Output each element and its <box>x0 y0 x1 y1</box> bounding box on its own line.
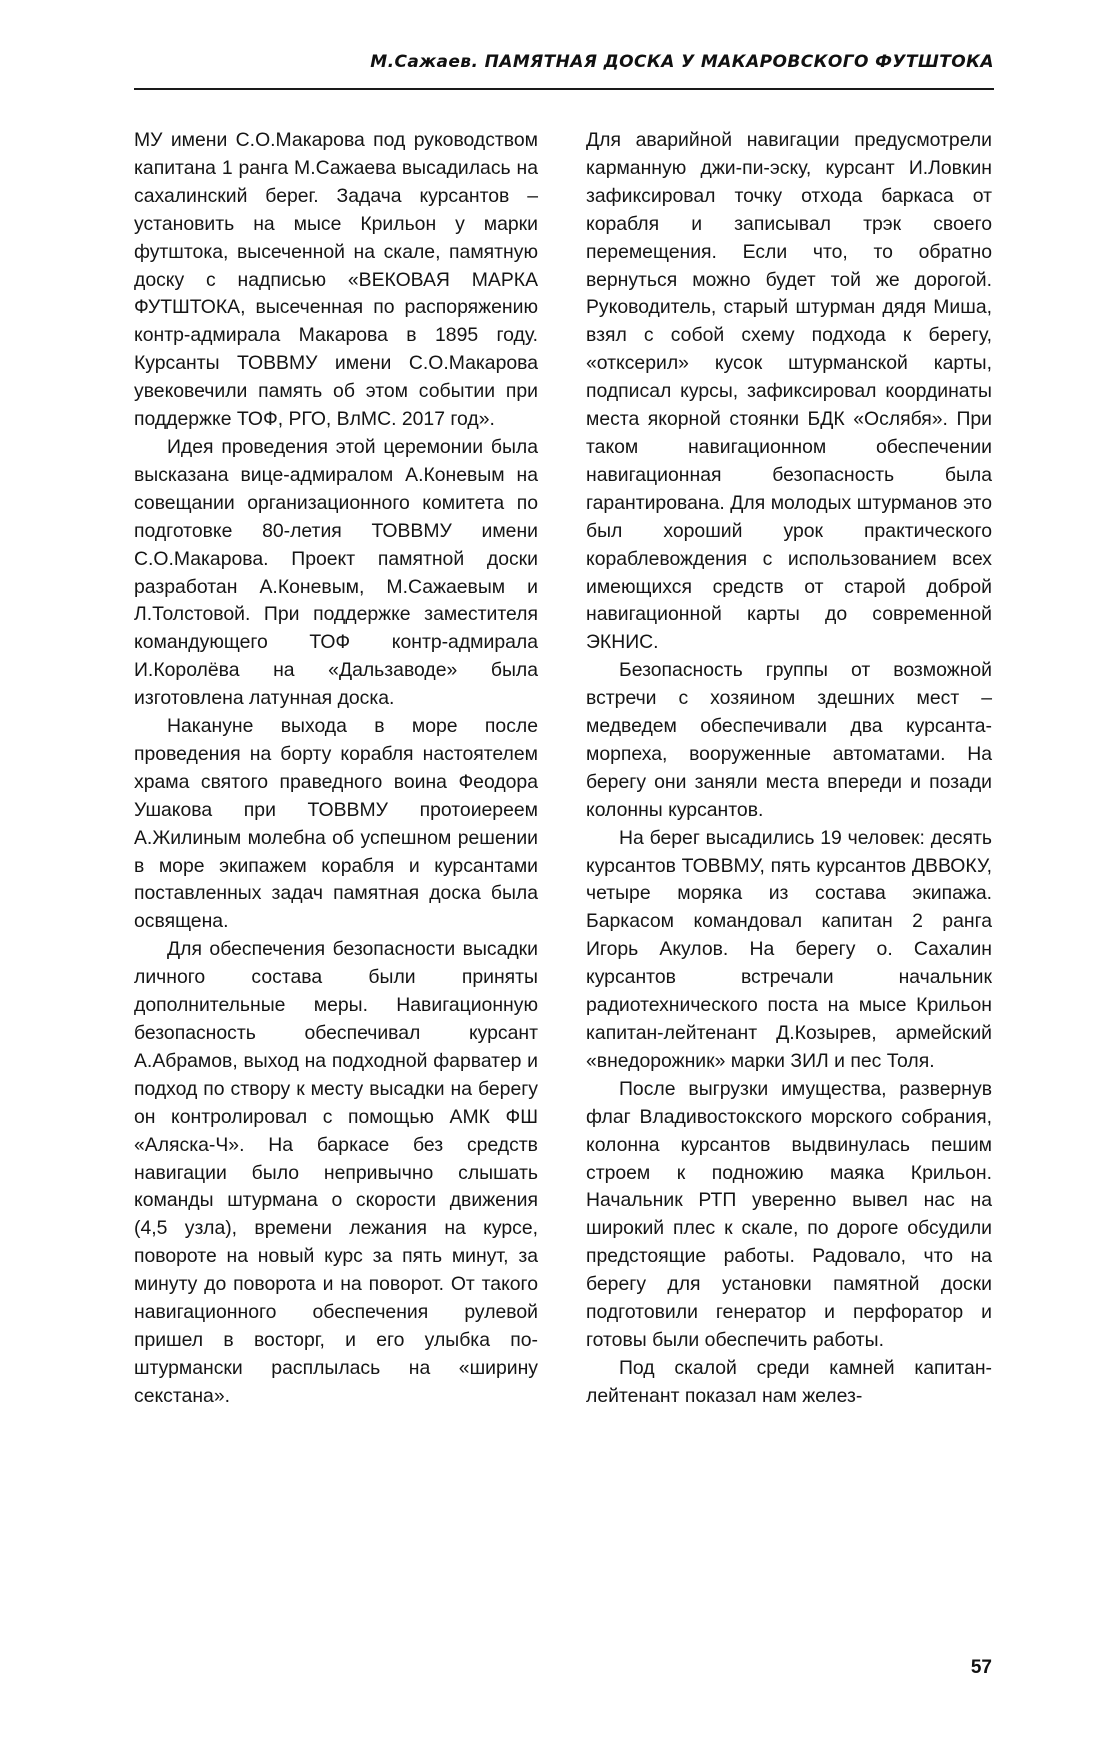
paragraph: Идея проведения этой церемонии была высказана вице-адмиралом А.Коневым на совещании организационного комитета по подготовке 80-летия ТОВВМУ имени С.О.Макарова. Проект памятной доски разработан А.Коневым, М.Сажаевым и Л.Толстовой. При поддержке заместителя командующего ТОФ контр-адмирала И.Королёва на «Дальзаводе» была изготовлена латунная доска. <box>134 435 538 710</box>
header-rule <box>134 88 994 90</box>
paragraph: Под скалой среди камней капитан-лейтенант показал нам желез- <box>586 1356 992 1407</box>
paragraph: МУ имени С.О.Макарова под руководством капитана 1 ранга М.Сажаева высадилась на сахалинский берег. Задача курсантов – установить на мысе Крильон у марки футштока, высеченной на скале, памятную доску с надписью «ВЕКОВАЯ МАРКА ФУТШТОКА, высеченная по распоряжению контр-адмирала Макарова в 1895 году. Курсанты ТОВВМУ имени С.О.Макарова увековечили память об этом событии при поддержке ТОФ, РГО, ВлМС. 2017 год». <box>134 129 538 431</box>
paragraph: Безопасность группы от возможной встречи с хозяином здешних мест – медведем обеспечивали два курсанта-морпеха, вооруженные автоматами. На берегу они заняли места впереди и позади колонны курсантов. <box>586 659 992 821</box>
paragraph: Для аварийной навигации предусмотрели карманную джи-пи-эску, курсант И.Ловкин зафиксировал точку отхода баркаса от корабля и записывал трэк своего перемещения. Если что, то обратно вернуться можно будет той же дорогой. Руководитель, старый штурман дядя Миша, взял с собой схему подхода к берегу, «отксерил» кусок штурманской карты, подписал курсы, зафиксировал координаты места якорной стоянки БДК «Ослябя». При таком навигационном обеспечении навигационная безопасность была гарантирована. Для молодых штурманов это был хороший урок практического кораблевождения с использованием всех имеющихся средств от старой доброй навигационной карты до современной ЭКНИС. <box>586 129 992 654</box>
right-column <box>586 127 992 1411</box>
running-head-author: М.Сажаев. <box>370 52 479 72</box>
page-number: 57 <box>970 1657 992 1678</box>
paragraph: Накануне выхода в море после проведения на борту корабля настоятелем храма святого праведного воина Феодора Ушакова при ТОВВМУ протоиереем А.Жилиным молебна об успешном решении в море экипажем корабля и курсантами поставленных задач памятная доска была освящена. <box>134 715 538 933</box>
paragraph: На берег высадились 19 человек: десять курсантов ТОВВМУ, пять курсантов ДВВОКУ, четыре моряка из состава экипажа. Баркасом командовал капитан 2 ранга Игорь Акулов. На берегу о. Сахалин курсантов встречали начальник радиотехнического поста на мысе Крильон капитан-лейтенант Д.Козырев, армейский «внедорожник» марки ЗИЛ и пес Толя. <box>586 826 992 1072</box>
paragraph: После выгрузки имущества, развернув флаг Владивостокского морского собрания, колонна курсантов выдвинулась пешим строем к подножию маяка Крильон. Начальник РТП уверенно вывел нас на широкий плес к скале, по дороге обсудили предстоящие работы. Радовало, что на берегу для установки памятной доски подготовили генератор и перфоратор и готовы были обеспечить работы. <box>586 1077 992 1351</box>
left-column <box>134 127 538 1411</box>
running-head-title: ПАМЯТНАЯ ДОСКА У МАКАРОВСКОГО ФУТШТОКА <box>484 52 994 72</box>
running-head <box>134 52 994 72</box>
paragraph: Для обеспечения безопасности высадки личного состава были приняты дополнительные меры. Навигационную безопасность обеспечивал курсант А.Абрамов, выход на подходной фарватер и подход по створу к месту высадки на берегу он контролировал с помощью АМК ФШ «Аляска-Ч». На баркасе без средств навигации было непривычно слышать команды штурмана о скорости движения (4,5 узла), времени лежания на курсе, повороте на новый курс за пять минут, за минуту до поворота и на поворот. От такого навигационного обеспечения рулевой пришел в восторг, и его улыбка по-штурмански расплылась на «ширину секстана». <box>134 938 538 1407</box>
